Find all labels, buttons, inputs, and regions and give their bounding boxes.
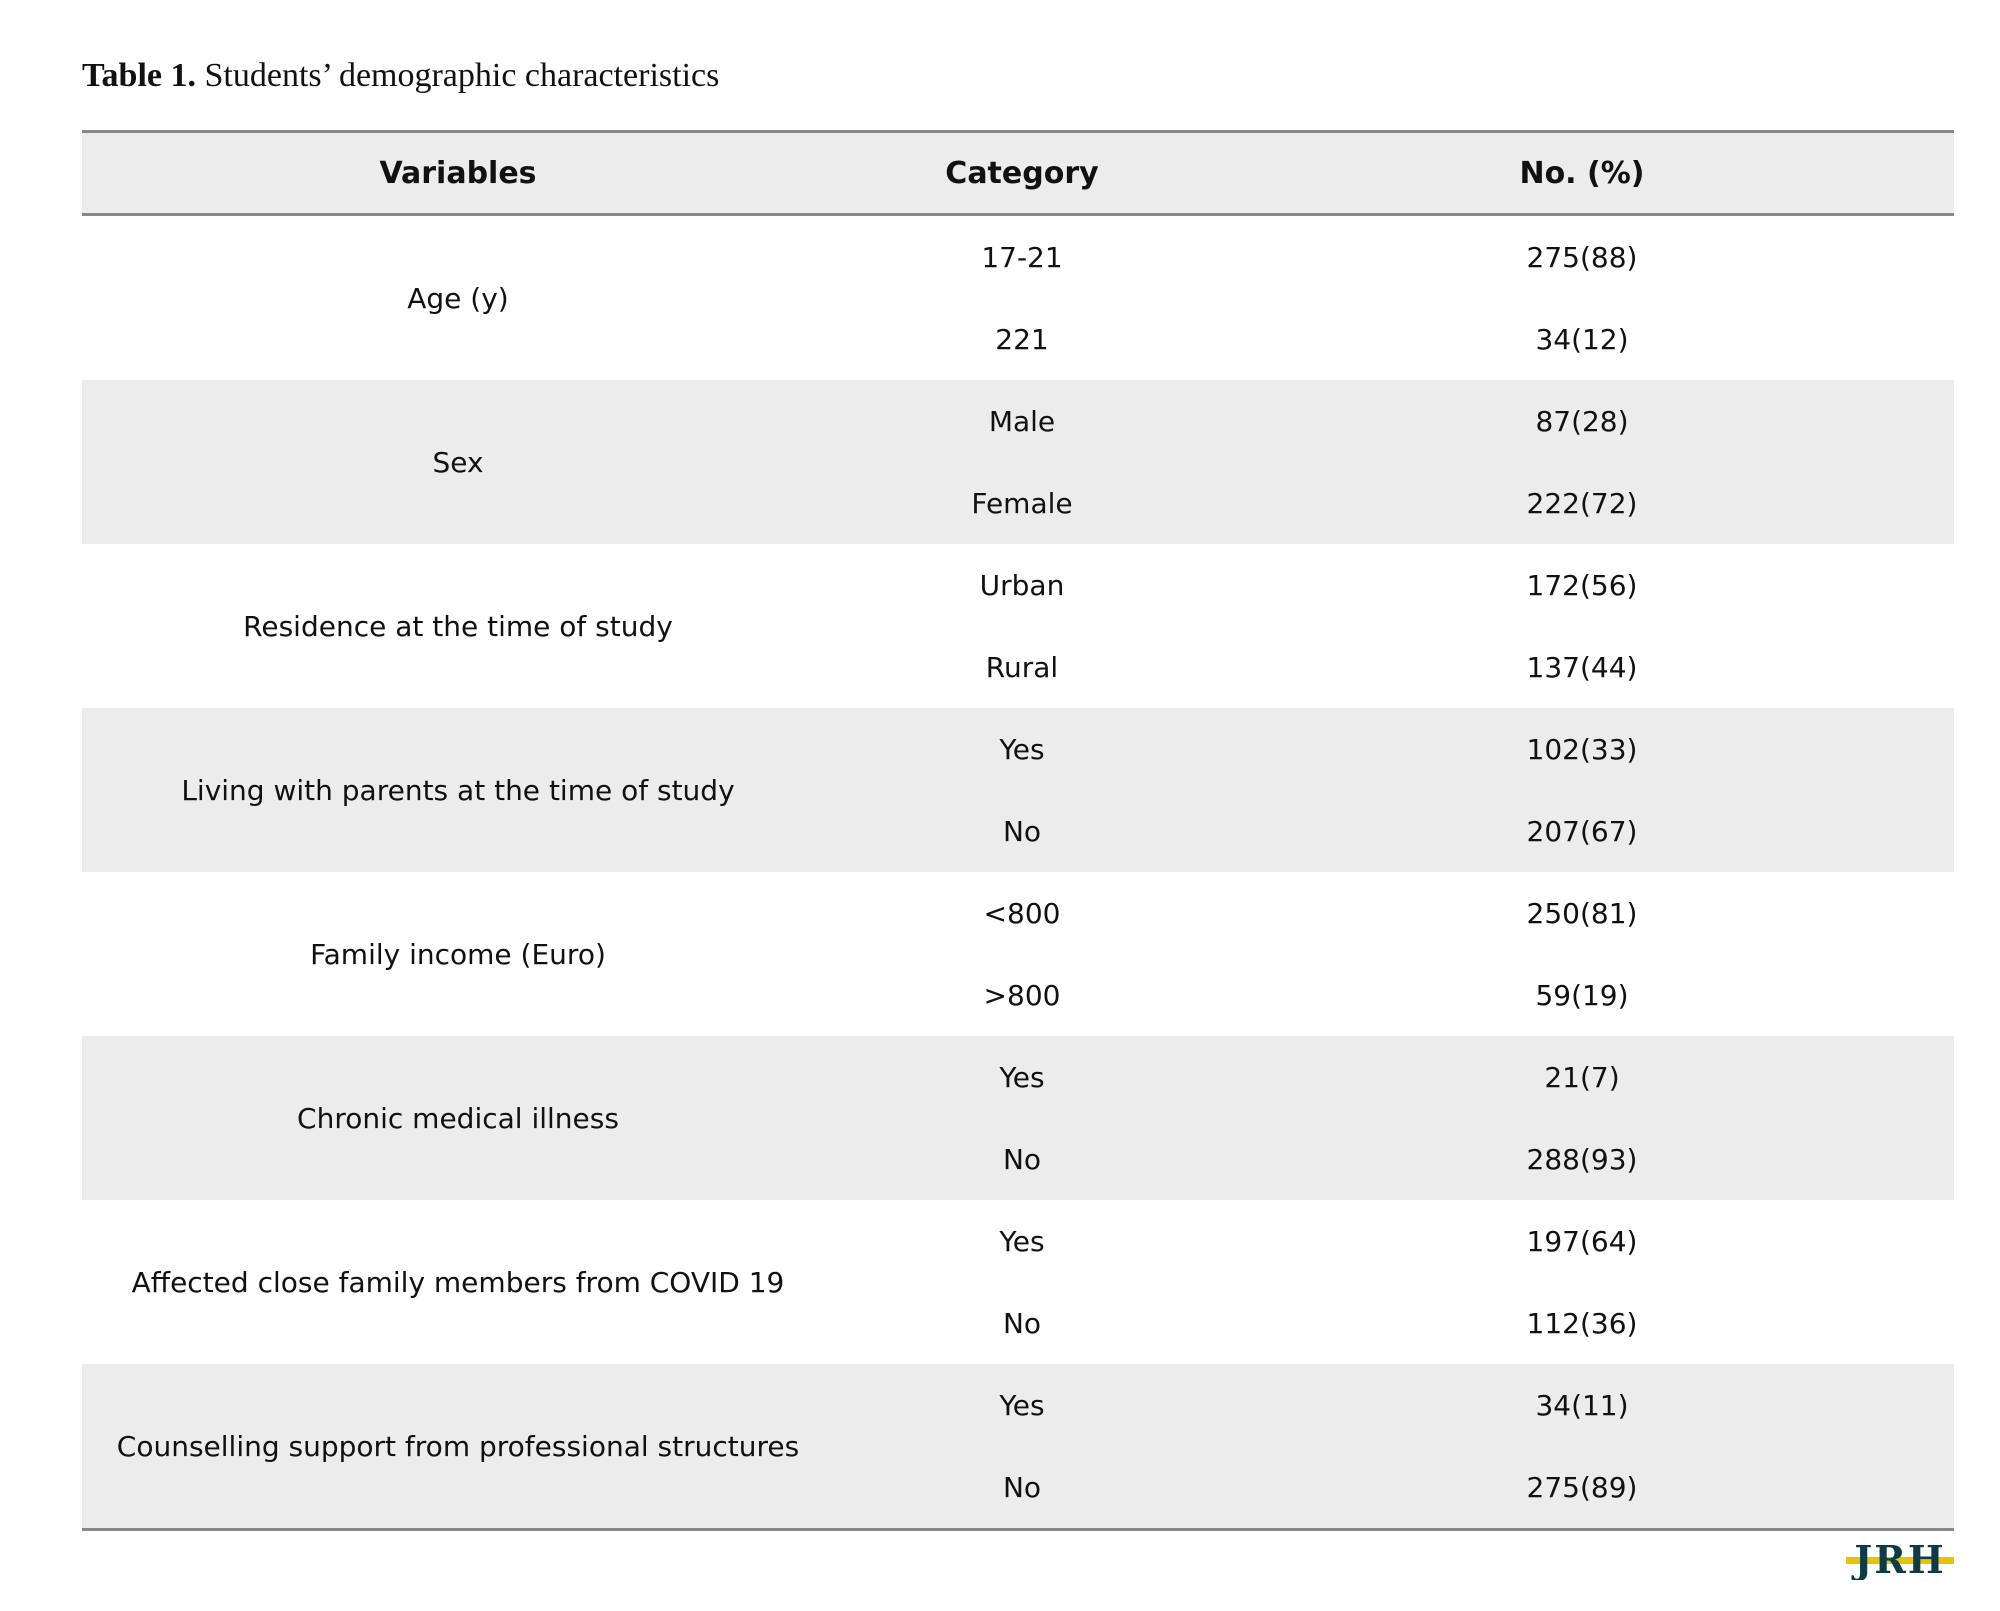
category-cell: No	[1002, 1306, 1042, 1340]
category-cell: >800	[983, 978, 1061, 1012]
header-variables: Variables	[82, 132, 834, 215]
table-row	[82, 380, 1954, 462]
variable-cell: Family income (Euro)	[310, 937, 606, 971]
value-cell: 102(33)	[1210, 708, 1954, 790]
category-cell: Female	[834, 462, 1210, 544]
value-cell: 21(7)	[1210, 1036, 1954, 1118]
category-cell: 17-21	[981, 240, 1063, 274]
variable-cell: Chronic medical illness	[82, 1036, 834, 1200]
table-row	[82, 1036, 1954, 1118]
variable-cell: Affected close family members from COVID 19	[131, 1265, 785, 1299]
variable-cell: Sex	[82, 380, 834, 544]
header-count-percent: No. (%)	[1210, 132, 1954, 215]
category-cell: Male	[834, 380, 1210, 462]
value-cell: 288(93)	[1210, 1118, 1954, 1200]
value-cell: 59(19)	[1535, 978, 1629, 1012]
value-cell: 275(88)	[1526, 240, 1638, 274]
category-cell: <800	[983, 896, 1061, 930]
table-header-row	[82, 132, 1954, 215]
table-caption-text: Students’ demographic characteristics	[204, 57, 720, 94]
category-cell: Yes	[834, 1036, 1210, 1118]
variable-cell: Living with parents at the time of study	[82, 708, 834, 872]
value-cell: 222(72)	[1210, 462, 1954, 544]
category-cell: Yes	[834, 708, 1210, 790]
jrh-logo-mark	[1846, 1540, 1954, 1580]
jrh-logo	[1846, 1540, 1954, 1580]
value-cell: 197(64)	[1526, 1224, 1638, 1258]
category-cell: No	[834, 790, 1210, 872]
category-cell: Yes	[999, 1224, 1045, 1258]
variable-cell: Residence at the time of study	[243, 609, 673, 643]
table-row	[82, 1200, 1954, 1282]
value-cell: 87(28)	[1210, 380, 1954, 462]
value-cell: 112(36)	[1526, 1306, 1638, 1340]
value-cell: 250(81)	[1526, 896, 1638, 930]
table-caption	[82, 54, 719, 98]
category-cell: Rural	[985, 650, 1059, 684]
variable-cell: Counselling support from professional structures	[82, 1364, 834, 1530]
table-row	[82, 1364, 1954, 1446]
category-cell: Urban	[979, 568, 1065, 602]
demographics-table-container	[82, 130, 1954, 1531]
category-cell: 221	[995, 322, 1049, 356]
header-category: Category	[834, 132, 1210, 215]
value-cell: 275(89)	[1210, 1446, 1954, 1530]
value-cell: 207(67)	[1210, 790, 1954, 872]
value-cell: 172(56)	[1526, 568, 1638, 602]
value-cell: 34(12)	[1535, 322, 1629, 356]
category-cell: Yes	[834, 1364, 1210, 1446]
value-cell: 34(11)	[1210, 1364, 1954, 1446]
logo-text: JRH	[1854, 1540, 1946, 1580]
table-caption-label: Table 1.	[82, 57, 197, 94]
category-cell: No	[834, 1446, 1210, 1530]
table-row	[82, 215, 1954, 299]
value-cell: 137(44)	[1526, 650, 1638, 684]
variable-cell: Age (y)	[407, 281, 509, 315]
table-row	[82, 544, 1954, 626]
demographics-table	[82, 130, 1954, 1531]
category-cell: No	[834, 1118, 1210, 1200]
table-row	[82, 872, 1954, 954]
table-row	[82, 708, 1954, 790]
